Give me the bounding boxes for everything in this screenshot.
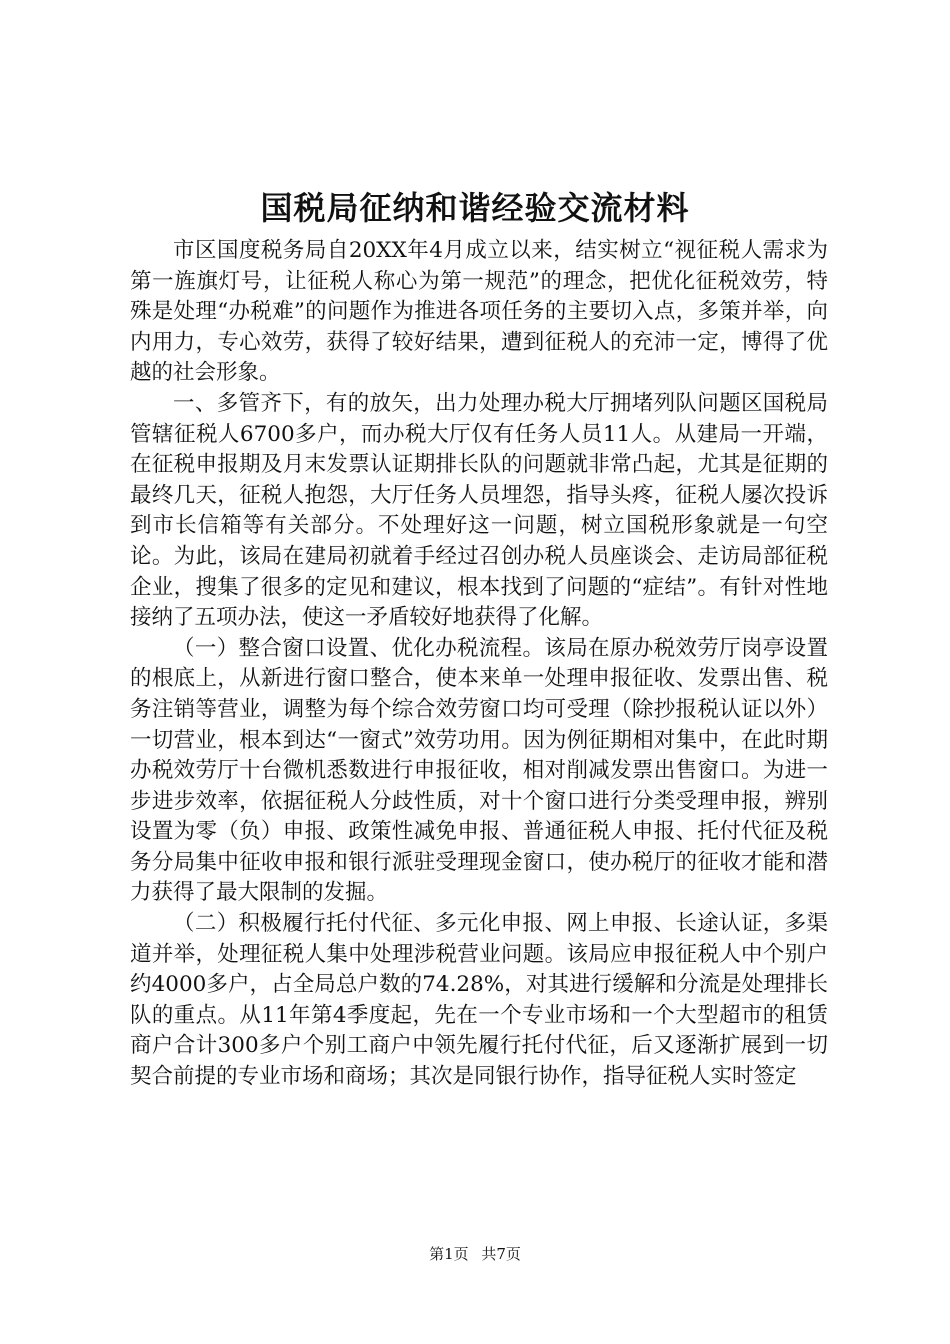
document-title: 国税局征纳和谐经验交流材料 <box>260 189 690 227</box>
page-footer <box>0 1244 950 1264</box>
paragraph-subsection-2: （二）积极履行托付代征、多元化申报、网上申报、长途认证，多渠道并举，处理征税人集中处理涉税营业问题。该局应申报征税人中个别户约4000多户，占全局总户数的74.28%，对其进行缓解和分流是处理排长队的重点。从11年第4季度起，先在一个专业市场和一个大型超市的租赁商户合计300多户个别工商户中领先履行托付代征，后又逐渐扩展到一切契合前提的专业市场和商场；其次是同银行协作，指导征税人实时签定 <box>130 911 828 1090</box>
paragraph-section-1: 一、多管齐下，有的放矢，出力处理办税大厅拥堵列队问题区国税局管辖征税人6700多户，而办税大厅仅有任务人员11人。从建局一开端，在征税申报期及月末发票认证期排长队的问题就非常凸起，尤其是征期的最终几天，征税人抱怨，大厅任务人员埋怨，指导头疼，征税人屡次投诉到市长信箱等有关部分。不处理好这一问题，树立国税形象就是一句空论。为此，该局在建局初就着手经过召创办税人员座谈会、走访局部征税企业，搜集了很多的定见和建议，根本找到了问题的“症结”。有针对性地接纳了五项办法，使这一矛盾较好地获得了化解。 <box>130 390 828 631</box>
document-body <box>130 236 828 1093</box>
page-number: 第1页 <box>429 1245 469 1263</box>
paragraph-subsection-1: （一）整合窗口设置、优化办税流程。该局在原办税效劳厅岗亭设置的根底上，从新进行窗口整合，使本来单一处理申报征收、发票出售、税务注销等营业，调整为每个综合效劳窗口均可受理（除抄报税认证以外）一切营业，根本到达“一窗式”效劳功用。因为例征期相对集中，在此时期办税效劳厅十台微机悉数进行申报征收，相对削减发票出售窗口。为进一步进步效率，依据征税人分歧性质，对十个窗口进行分类受理申报，辨别设置为零（负）申报、政策性减免申报、普通征税人申报、托付代征及税务分局集中征收申报和银行派驻受理现金窗口，使办税厅的征收才能和潜力获得了最大限制的发掘。 <box>130 635 828 906</box>
page-total: 共7页 <box>481 1245 521 1263</box>
paragraph-intro: 市区国度税务局自20XX年4月成立以来，结实树立“视征税人需求为第一旌旗灯号，让征税人称心为第一规范”的理念，把优化征税效劳，特殊是处理“办税难”的问题作为推进各项任务的主要切入点，多策并举，向内用力，专心效劳，获得了较好结果，遭到征税人的充沛一定，博得了优越的社会形象。 <box>130 238 828 386</box>
